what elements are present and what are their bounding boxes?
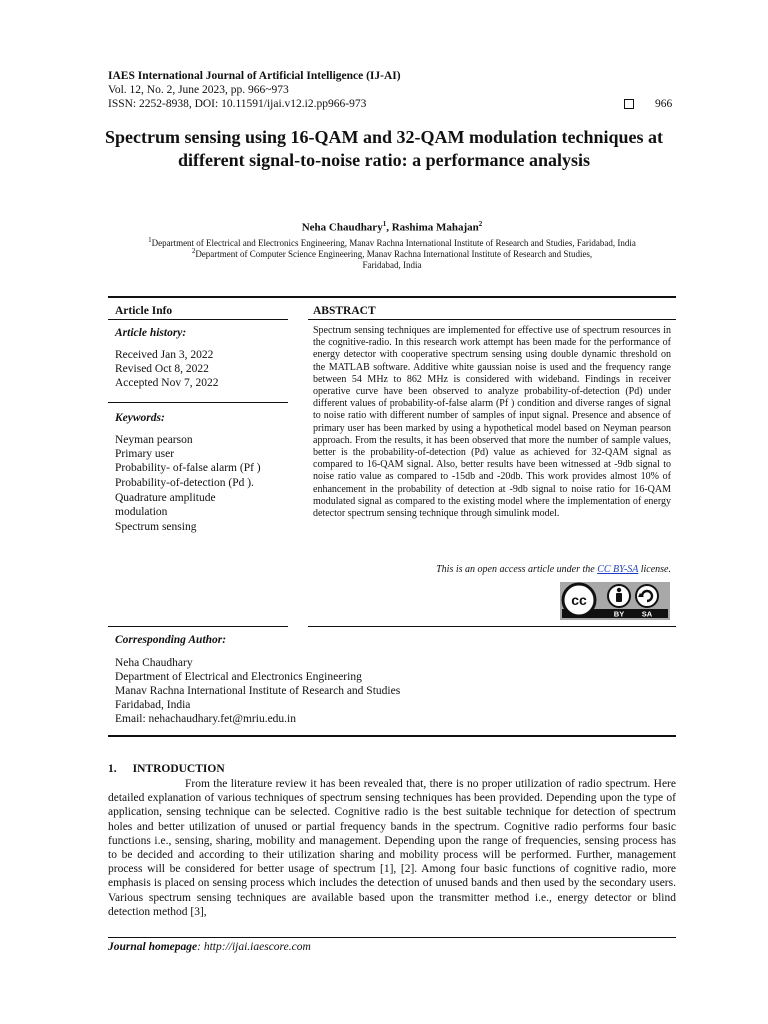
cc-sa-label: SA — [641, 609, 653, 619]
author-affiliation-mark: 2 — [478, 220, 483, 228]
keyword-item: modulation — [115, 506, 168, 518]
keywords-heading: Keywords: — [115, 412, 165, 424]
received-date: Received Jan 3, 2022 — [115, 349, 214, 361]
affiliation-text: Department of Electrical and Electronics Engineering, Manav Rachna International Institute of Research and Studies, Faridabad, India — [151, 238, 636, 248]
top-rule — [108, 296, 676, 298]
keywords-rule — [108, 402, 288, 403]
abstract-text: Spectrum sensing techniques are implemented for effective use of spectrum resources in the cognitive-radio. In this research work attempt has been made for the performance of energy detector with cooperative spectrum sensing using double dynamic threshold on the MATLAB software. Additive white gaussian noise is used and the frequency range between 54 MHz to 862 MHz is considered with wideband. Findings in receiver operative curve have been observed to analyze probability-of-detection (Pd) under different values of probability-of-false alarm (Pf ) condition and diverse ranges of signal to noise ratio with different number of samples of input signal. Presence and absence of primary user has been marked by using a hypothetical model based on Neyman pearson approach. From the results, it has been observed that more the number of sample values, better is the probability-of-detection (Pd) value as achieved for 32-QAM signal as compared to 16-QAM signal. Also, better results have been witnessed at -9db signal to noise ratio value as compared to -15db and -20db. This work provides almost 10% of enhancement in the probability of detection at -9db signal to noise ratio for 16-QAM modulated signal as compared to the existing model where the implementation of energy detector spectrum sensing technique through simulink model. — [313, 325, 671, 520]
homepage-label: Journal homepage — [108, 941, 198, 953]
corresponding-department: Department of Electrical and Electronics Engineering — [115, 671, 362, 683]
accepted-date: Accepted Nov 7, 2022 — [115, 377, 219, 389]
article-history-heading: Article history: — [115, 327, 187, 339]
affiliation-mark: 2 — [191, 247, 196, 255]
journal-issn: ISSN: 2252-8938, DOI: 10.11591/ijai.v12.i2.pp966-973 — [108, 98, 367, 110]
abstract-heading: ABSTRACT — [313, 305, 376, 317]
journal-name: IAES International Journal of Artificial Intelligence (IJ-AI) — [108, 70, 401, 82]
author-separator: , — [386, 221, 392, 234]
section-title: INTRODUCTION — [132, 763, 225, 775]
open-access-suffix: license. — [638, 564, 671, 575]
section-number: 1. — [108, 763, 117, 775]
journal-volume: Vol. 12, No. 2, June 2023, pp. 966~973 — [108, 84, 289, 96]
keyword-item: Spectrum sensing — [115, 521, 197, 533]
keyword-item: Probability- of-false alarm (Pf ) — [115, 462, 261, 474]
affiliation-text: Faridabad, India — [362, 260, 422, 270]
introduction-text: From the literature review it has been revealed that, there is no proper utilization of radio spectrum. Here detailed explanation of various techniques of spectrum sensing techniques has been provided. Depending upon the type of application, sensing technique can be selected. Cognitive radio is the best suitable technique for detection of spectrum holes and better utilization of unused or partial frequency bands in the spectrum. Cognitive radio performs four basic functions i.e., sensing, sharing, mobility and management. Depending upon the range of frequencies, sensing process has to be decided and according to their utilization sharing and mobility process will be performed. Further, management process will be considered for better usage of spectrum [1], [2]. Among four basic functions of cognitive radio, more emphasis is placed on sensing process which includes the detection of unused bands and then used by the secondary users. Various spectrum sensing techniques are available based upon the transmitter method i.e., energy detector or blind detection method [3], — [108, 778, 676, 918]
homepage-sep: : — [197, 941, 204, 953]
homepage-url[interactable]: http://ijai.iaescore.com — [203, 941, 311, 953]
keyword-item: Primary user — [115, 448, 175, 460]
cc-by-label: BY — [613, 609, 625, 619]
corresponding-heading: Corresponding Author: — [115, 634, 227, 646]
info-bottom-rule — [108, 626, 288, 627]
cc-license-icon — [560, 582, 670, 620]
author-name: Rashima Mahajan — [391, 221, 479, 234]
keyword-item: Quadrature amplitude — [115, 492, 216, 504]
abstract-bottom-rule — [308, 626, 676, 627]
author-list — [108, 220, 676, 234]
corresponding-email[interactable]: Email: nehachaudhary.fet@mriu.edu.in — [115, 713, 297, 725]
open-access-note — [313, 564, 671, 575]
corresponding-name: Neha Chaudhary — [115, 657, 193, 669]
author-name: Neha Chaudhary — [301, 221, 383, 234]
corresponding-institute: Manav Rachna International Institute of Research and Studies — [115, 685, 401, 697]
author-affiliation-mark: 1 — [382, 220, 387, 228]
keyword-item: Probability-of-detection (Pd ). — [115, 477, 254, 489]
svg-text:cc: cc — [571, 592, 587, 608]
section-heading — [108, 763, 241, 775]
page-number: 966 — [655, 98, 673, 110]
keyword-item: Neyman pearson — [115, 434, 193, 446]
revised-date: Revised Oct 8, 2022 — [115, 363, 209, 375]
license-link[interactable]: CC BY-SA — [597, 564, 639, 575]
affiliation-mark: 1 — [148, 236, 152, 244]
open-access-prefix: This is an open access article under the — [436, 564, 598, 575]
affiliation-2 — [108, 246, 676, 271]
bottom-rule — [108, 735, 676, 737]
cc-by-sa-badge[interactable] — [560, 582, 670, 620]
article-info-heading: Article Info — [115, 305, 173, 317]
page-box-icon — [624, 99, 634, 109]
journal-homepage — [108, 941, 311, 953]
footer-rule — [108, 937, 676, 938]
affiliation-text: Department of Computer Science Engineering, Manav Rachna International Institute of Research and Studies, — [195, 249, 593, 259]
info-rule — [108, 319, 288, 320]
corresponding-city: Faridabad, India — [115, 699, 191, 711]
abstract-rule — [308, 319, 676, 320]
paper-title: Spectrum sensing using 16-QAM and 32-QAM modulation techniques at different signal-to-noise ratio: a performance analysis — [104, 127, 664, 170]
